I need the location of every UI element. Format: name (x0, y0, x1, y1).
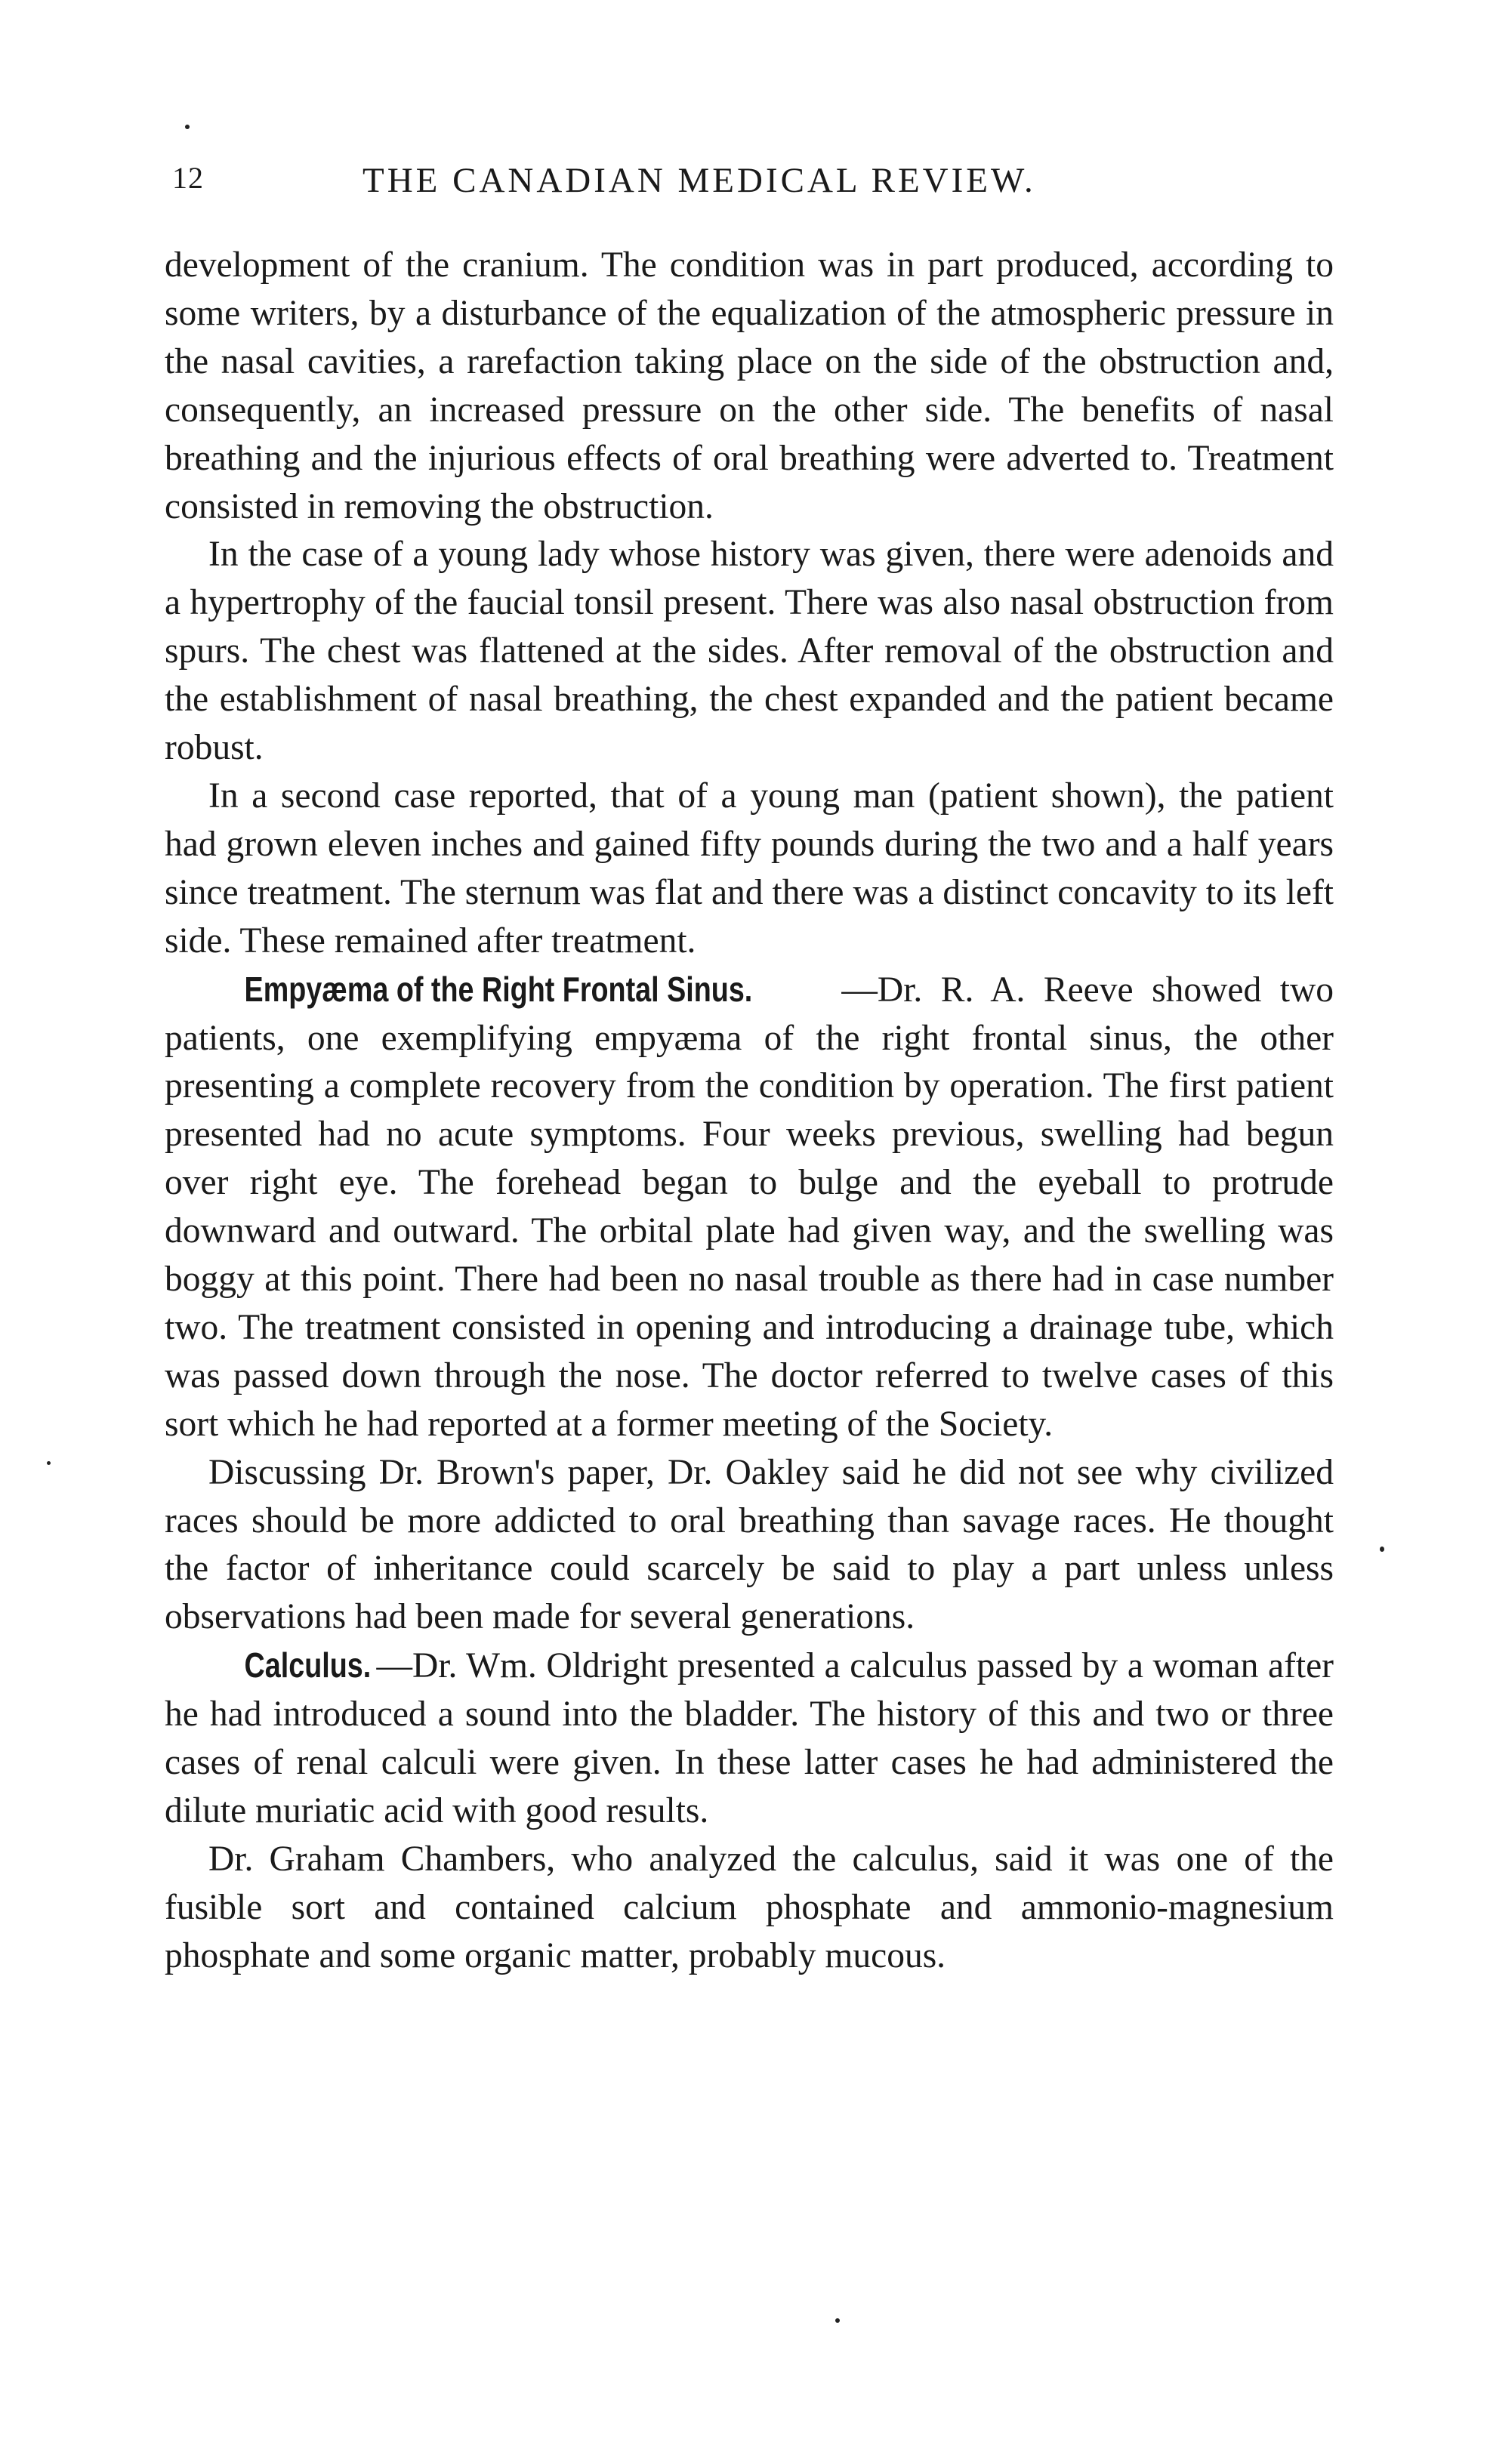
running-title: THE CANADIAN MEDICAL REVIEW. (362, 161, 1036, 200)
paragraph (165, 773, 1334, 966)
section-heading: Empyæma of the Right Frontal Sinus. (244, 969, 753, 1009)
paragraph-text: development of the cranium. The condition was in part produced, according to some writers, by a disturbance of the equalization of the atmospheric pressure in the nasal cavities, a rarefaction taking place on the side of the obstruction and, consequently, an increased pressure on the other side. The benefits of nasal breathing and the injurious effects of oral breathing were adverted to. Treatment consisted in removing the obstruction. (165, 245, 1334, 526)
paragraph (165, 966, 1334, 1449)
scan-speck (1380, 1547, 1384, 1552)
scan-speck (47, 1461, 51, 1465)
page-header (165, 160, 1343, 205)
scan-speck (835, 2318, 840, 2323)
paragraph (165, 1642, 1334, 1836)
paragraph-text: In the case of a young lady whose history was given, there were adenoids and a hypertrophy of the faucial tonsil present. There was also nasal obstruction from spurs. The chest was flattened at the sides. After removal of the obstruction and the establishment of nasal breathing, the chest expanded and the patient became robust. (165, 535, 1334, 768)
paragraph (165, 1836, 1334, 1981)
paragraph-text: In a second case reported, that of a young man (patient shown), the patient had grown eleven inches and gained fifty pounds during the two and a half years since treatment. The sternum was flat and there was a distinct concavity to its left side. These remained after treatment. (165, 776, 1334, 961)
paragraph-text: Discussing Dr. Brown's paper, Dr. Oakley said he did not see why civilized races should be more addicted to oral breathing than savage races. He thought the factor of inheritance could scarcely be said to play a part unless unless observations had been made for several generations. (165, 1452, 1334, 1637)
scan-speck (185, 125, 190, 129)
paragraph (165, 531, 1334, 773)
paragraph-text: —Dr. Wm. Oldright presented a calculus passed by a woman after he had introduced a sound into the bladder. The history of this and two or three cases of renal calculi were given. In these latter cases he had administered the dilute muriatic acid with good results. (165, 1646, 1334, 1830)
body-text (165, 242, 1334, 1981)
page-number: 12 (172, 161, 204, 195)
paragraph-text: —Dr. R. A. Reeve showed two patients, one exemplifying empyæma of the right frontal sinus, the other presenting a complete recovery from the condition by operation. The first patient presented had no acute symptoms. Four weeks previous, swelling had begun over right eye. The forehead began to bulge and the eyeball to protrude downward and outward. The orbital plate had given way, and the swelling was boggy at this point. There had been no nasal trouble as there had in case number two. The treatment consisted in opening and introducing a drainage tube, which was passed down through the nose. The doctor referred to twelve cases of this sort which he had reported at a former meeting of the Society. (165, 970, 1334, 1444)
paragraph-text: Dr. Graham Chambers, who analyzed the calculus, said it was one of the fusible sort and contained calcium phosphate and ammonio-magnesium phosphate and some organic matter, probably mucous. (165, 1839, 1334, 1975)
paragraph (165, 242, 1334, 531)
section-heading: Calculus. (244, 1645, 372, 1685)
paragraph (165, 1449, 1334, 1642)
